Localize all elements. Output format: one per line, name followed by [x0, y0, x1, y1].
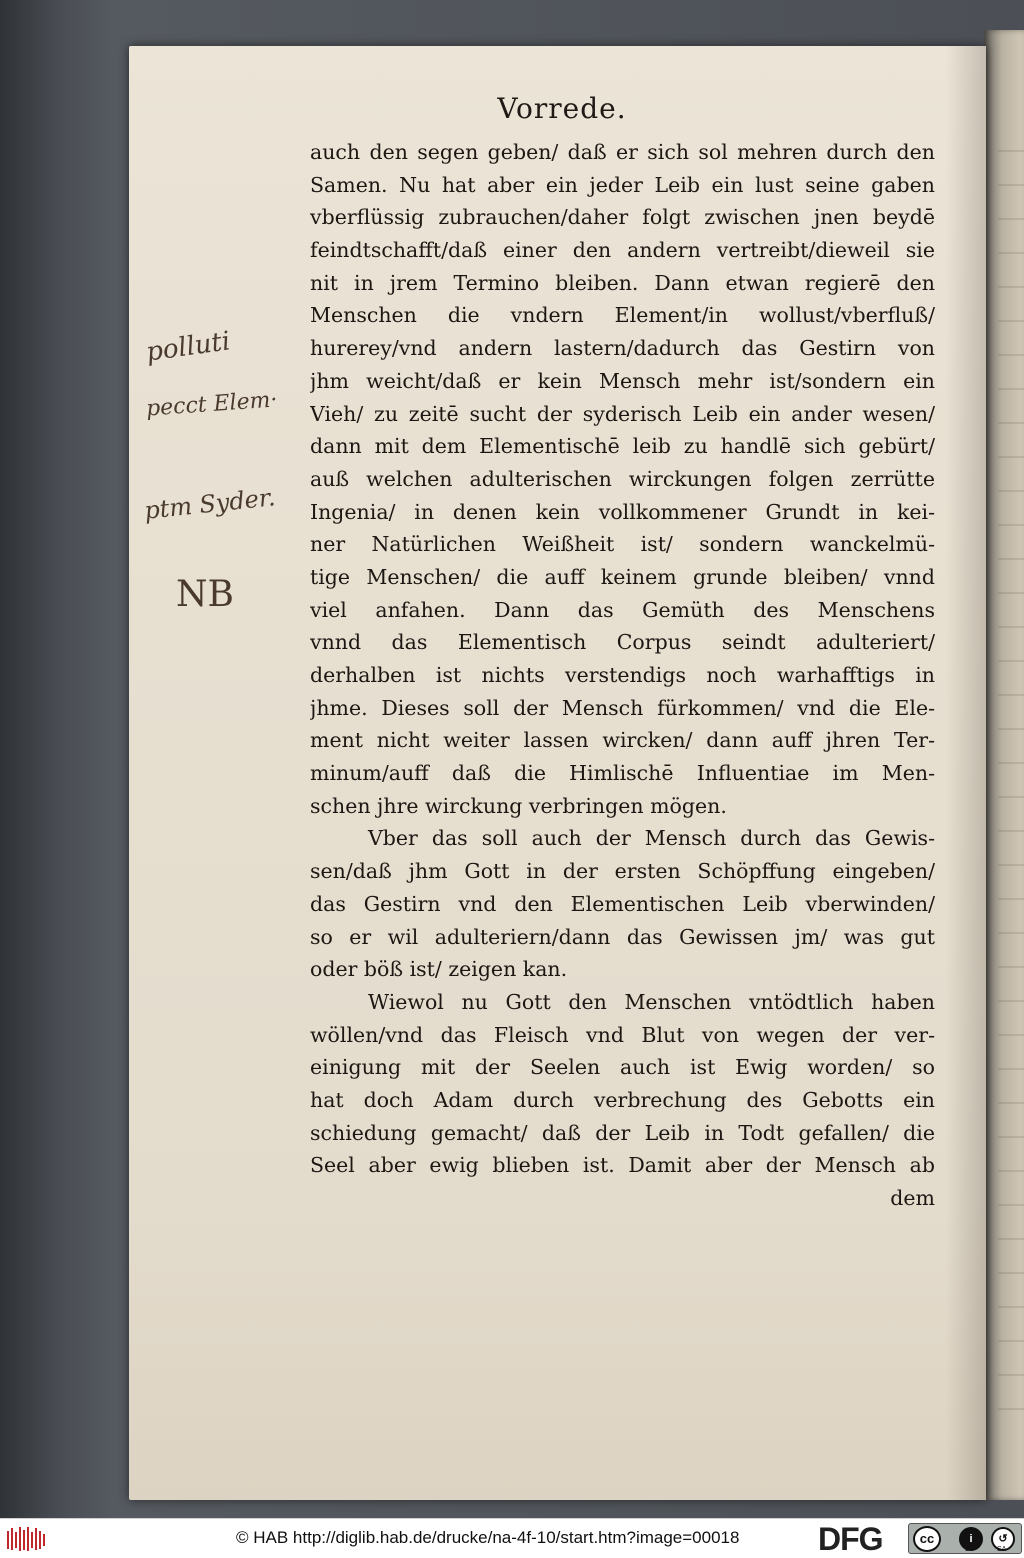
copyright-link[interactable]: © HAB http://diglib.hab.de/drucke/na-4f-10/start.htm?image=00018 — [236, 1528, 740, 1547]
text-line: nit in jrem Termino bleiben. Dann etwan regierē den — [310, 270, 935, 295]
text-line: dann mit dem Elementischē leib zu handlē sich gebürt/ — [310, 434, 935, 459]
catchword: dem — [890, 1186, 935, 1210]
text-line: derhalben ist nichts verstendigs noch warhafftigs in — [310, 663, 935, 687]
adjacent-page-edge — [984, 30, 1024, 1500]
text-line: vberflüssig zubrauchen/daher folgt zwischen jnen beydē — [310, 205, 935, 230]
text-line: feindtschafft/daß einer den andern vertreibt/dieweil sie — [310, 238, 935, 263]
text-line: sen/daß jhm Gott in der ersten Schöpffung eingeben/ — [310, 859, 935, 884]
text-line: Ingenia/ in denen kein vollkommener Grundt in kei- — [310, 499, 935, 524]
text-line: jhm weicht/daß er kein Mensch mehr ist/sondern ein — [310, 368, 935, 393]
text-line: Vber das soll auch der Mensch durch das Gewis- — [368, 826, 935, 851]
marginal-note-syder: ptm Syder. — [142, 483, 277, 525]
text-line: einigung mit der Seelen auch ist Ewig worden/ so — [310, 1055, 935, 1080]
bleed-through-texture — [998, 150, 1024, 1430]
attribution-icon: i — [959, 1527, 983, 1551]
running-head: Vorrede. — [497, 92, 627, 125]
text-line: Seel aber ewig blieben ist. Damit aber der Mensch ab — [310, 1153, 935, 1178]
footer-bar — [0, 1518, 1024, 1558]
text-line: Samen. Nu hat aber ein jeder Leib ein lust seine gaben — [310, 172, 935, 197]
dfg-logo: DFG — [818, 1521, 883, 1557]
text-line: Wiewol nu Gott den Menschen vntödtlich haben — [368, 989, 935, 1014]
text-line: das Gestirn vnd den Elementischen Leib vberwinden/ — [310, 891, 935, 916]
body-text — [310, 136, 935, 1215]
text-line: so er wil adulteriern/dann das Gewissen jm/ was gut — [310, 924, 935, 949]
cc-sa-label: SA — [997, 1546, 1007, 1553]
text-line: ner Natürlichen Weißheit ist/ sondern wanckelmü- — [310, 532, 935, 557]
text-line: ment nicht weiter lassen wircken/ dann auff jhren Ter- — [310, 728, 935, 753]
text-line: oder böß ist/ zeigen kan. — [310, 957, 568, 982]
text-line: jhme. Dieses soll der Mensch fürkommen/ vnd die Ele- — [310, 695, 935, 720]
hab-logo-icon — [6, 1526, 46, 1552]
text-line: hat doch Adam durch verbrechung des Gebotts ein — [310, 1087, 935, 1112]
cc-by-label: BY — [965, 1546, 975, 1553]
text-line: tige Menschen/ die auff keinem grunde bleiben/ vnnd — [310, 564, 935, 589]
cc-icon: cc — [913, 1526, 941, 1552]
text-line: Vieh/ zu zeitē sucht der syderisch Leib ein ander wesen/ — [310, 401, 935, 426]
text-line: hurerey/vnd andern lastern/dadurch das Gestirn von — [310, 336, 935, 361]
text-line: Menschen die vndern Element/in wollust/vberfluß/ — [310, 303, 935, 328]
creative-commons-badge[interactable] — [908, 1523, 1022, 1554]
marginal-note-nb: NB — [176, 574, 234, 615]
text-line: vnnd das Elementisch Corpus seindt adulteriert/ — [310, 630, 935, 655]
text-line: viel anfahen. Dann das Gemüth des Menschens — [310, 597, 935, 622]
text-line: schen jhre wirckung verbringen mögen. — [310, 793, 727, 818]
text-line: schiedung gemacht/ daß der Leib in Todt gefallen/ die — [310, 1120, 935, 1145]
text-line: auß welchen adulterischen wirckungen folgen zerrütte — [310, 466, 935, 491]
marginal-note-elem: pecct Elem· — [145, 387, 279, 422]
text-line: auch den segen geben/ daß er sich sol mehren durch den — [310, 140, 935, 164]
text-line: minum/auff daß die Himlischē Influentiae im Men- — [310, 761, 935, 786]
share-alike-icon: ↺ — [991, 1527, 1015, 1551]
marginal-note-polluti: polluti — [144, 326, 233, 368]
text-line: wöllen/vnd das Fleisch vnd Blut von wegen der ver- — [310, 1022, 935, 1047]
